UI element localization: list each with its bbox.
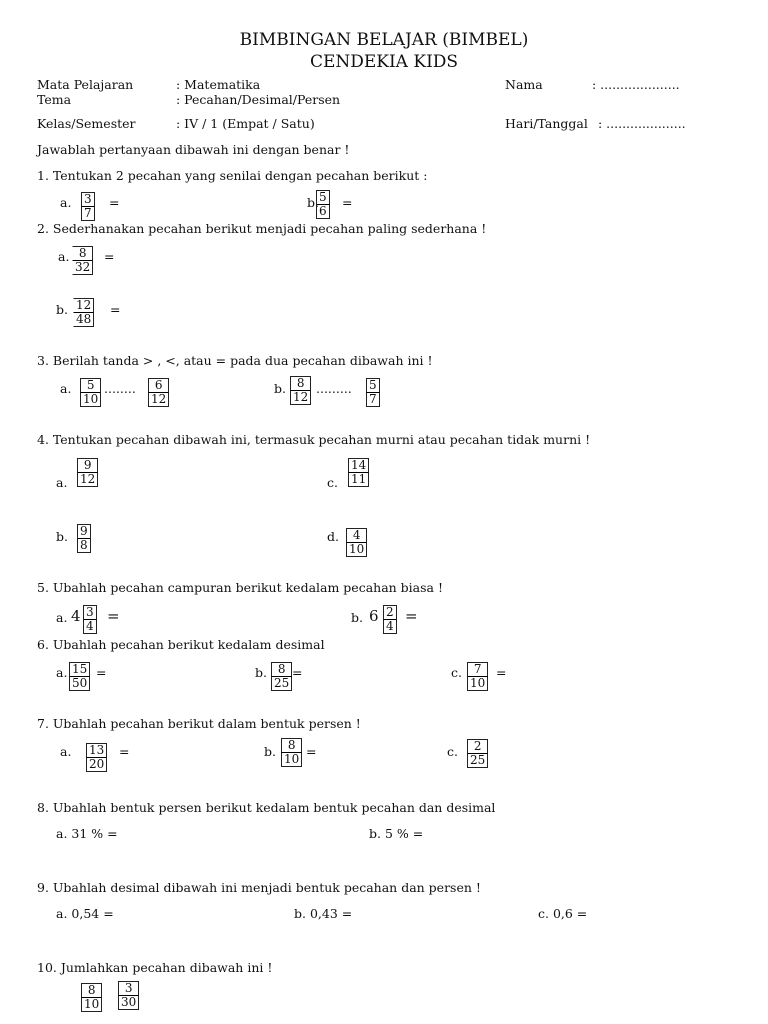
q6-c-equals: = bbox=[496, 665, 507, 680]
numerator: 5 bbox=[316, 190, 330, 204]
q6-a-fraction bbox=[69, 662, 90, 691]
q2-a-fraction bbox=[72, 246, 93, 275]
subject-label: Mata Pelajaran bbox=[37, 77, 134, 92]
denominator: 11 bbox=[348, 472, 369, 487]
q6-b-label: b. bbox=[255, 665, 267, 680]
q10-fraction-2 bbox=[118, 981, 139, 1010]
date-field[interactable]: : .................... bbox=[598, 116, 686, 131]
q4-b-fraction bbox=[77, 524, 91, 553]
denominator: 32 bbox=[72, 260, 93, 275]
worksheet-title: BIMBINGAN BELAJAR (BIMBEL) bbox=[239, 30, 529, 50]
q4-a-fraction bbox=[77, 458, 98, 487]
q6-a-equals: = bbox=[96, 665, 107, 680]
numerator: 3 bbox=[118, 981, 139, 995]
numerator: 15 bbox=[69, 662, 90, 676]
denominator: 12 bbox=[77, 472, 98, 487]
q7-a-fraction bbox=[86, 743, 107, 772]
numerator: 5 bbox=[366, 378, 380, 392]
q3-b1-fraction bbox=[290, 376, 311, 405]
q2-b-fraction bbox=[73, 298, 94, 327]
q3-a-label: a. bbox=[60, 381, 72, 396]
question-3-text: 3. Berilah tanda > , <, atau = pada dua pecahan dibawah ini ! bbox=[37, 353, 433, 368]
question-9-text: 9. Ubahlah desimal dibawah ini menjadi bentuk pecahan dan persen ! bbox=[37, 880, 481, 895]
denominator: 30 bbox=[118, 995, 139, 1010]
q6-c-fraction bbox=[467, 662, 488, 691]
numerator: 7 bbox=[467, 662, 488, 676]
question-8-text: 8. Ubahlah bentuk persen berikut kedalam bentuk pecahan dan desimal bbox=[37, 800, 496, 815]
denominator: 48 bbox=[73, 312, 94, 327]
q5-b-fraction bbox=[383, 605, 397, 634]
name-field[interactable]: : .................... bbox=[592, 77, 680, 92]
q1-a-fraction bbox=[81, 192, 95, 221]
date-label: Hari/Tanggal bbox=[505, 116, 588, 131]
worksheet-subtitle: CENDEKIA KIDS bbox=[309, 52, 459, 72]
question-1-text: 1. Tentukan 2 pecahan yang senilai dengan pecahan berikut : bbox=[37, 168, 428, 183]
q1-a-equals: = bbox=[109, 195, 120, 210]
q5-b-label: b. bbox=[351, 610, 363, 625]
q4-d-label: d. bbox=[327, 529, 339, 544]
theme-value: : Pecahan/Desimal/Persen bbox=[176, 92, 341, 107]
q3-b2-fraction bbox=[366, 378, 380, 407]
numerator: 4 bbox=[346, 528, 367, 542]
question-6-text: 6. Ubahlah pecahan berikut kedalam desimal bbox=[37, 637, 325, 652]
numerator: 2 bbox=[383, 605, 397, 619]
q2-a-label: a. bbox=[58, 249, 70, 264]
q9-b-item: b. 0,43 = bbox=[294, 906, 353, 921]
question-5-text: 5. Ubahlah pecahan campuran berikut kedalam pecahan biasa ! bbox=[37, 580, 443, 595]
q5-b-whole: 6 bbox=[369, 607, 379, 625]
numerator: 8 bbox=[290, 376, 311, 390]
denominator: 8 bbox=[77, 538, 91, 553]
q10-fraction-1 bbox=[81, 983, 102, 1012]
numerator: 2 bbox=[467, 739, 488, 753]
q7-a-equals: = bbox=[119, 744, 130, 759]
q5-a-label: a. bbox=[56, 610, 68, 625]
q4-c-fraction bbox=[348, 458, 369, 487]
q5-a-whole: 4 bbox=[71, 607, 81, 625]
q9-c-item: c. 0,6 = bbox=[538, 906, 588, 921]
q9-a-item: a. 0,54 = bbox=[56, 906, 114, 921]
q5-b-equals: = bbox=[405, 607, 418, 625]
q2-b-label: b. bbox=[56, 302, 68, 317]
q8-a-item: a. 31 % = bbox=[56, 826, 118, 841]
numerator: 12 bbox=[73, 298, 94, 312]
numerator: 8 bbox=[271, 662, 292, 676]
question-10-text: 10. Jumlahkan pecahan dibawah ini ! bbox=[37, 960, 273, 975]
q6-a-label: a. bbox=[56, 665, 68, 680]
name-label: Nama bbox=[505, 77, 543, 92]
denominator: 4 bbox=[383, 619, 397, 634]
denominator: 25 bbox=[271, 676, 292, 691]
q5-a-fraction bbox=[83, 605, 97, 634]
denominator: 10 bbox=[346, 542, 367, 557]
q3-a1-fraction bbox=[80, 378, 101, 407]
q7-b-equals: = bbox=[306, 744, 317, 759]
denominator: 7 bbox=[81, 206, 95, 221]
q7-b-label: b. bbox=[264, 744, 276, 759]
q7-c-fraction bbox=[467, 739, 488, 768]
question-7-text: 7. Ubahlah pecahan berikut dalam bentuk persen ! bbox=[37, 716, 361, 731]
q1-b-label: b. bbox=[307, 195, 319, 210]
denominator: 10 bbox=[81, 997, 102, 1012]
q3-a-blank: ........ bbox=[104, 381, 136, 396]
q7-b-fraction bbox=[281, 738, 302, 767]
q4-a-label: a. bbox=[56, 475, 68, 490]
denominator: 4 bbox=[83, 619, 97, 634]
class-value: : IV / 1 (Empat / Satu) bbox=[176, 116, 315, 131]
q7-c-label: c. bbox=[447, 744, 458, 759]
numerator: 8 bbox=[72, 246, 93, 260]
numerator: 8 bbox=[81, 983, 102, 997]
instruction-text: Jawablah pertanyaan dibawah ini dengan benar ! bbox=[37, 142, 350, 157]
q2-b-equals: = bbox=[110, 302, 121, 317]
question-2-text: 2. Sederhanakan pecahan berikut menjadi pecahan paling sederhana ! bbox=[37, 221, 487, 236]
q6-b-equals: = bbox=[292, 665, 303, 680]
numerator: 8 bbox=[281, 738, 302, 752]
q3-b-label: b. bbox=[274, 381, 286, 396]
denominator: 7 bbox=[366, 392, 380, 407]
numerator: 6 bbox=[148, 378, 169, 392]
q6-b-fraction bbox=[271, 662, 292, 691]
denominator: 10 bbox=[281, 752, 302, 767]
q3-b-blank: ......... bbox=[316, 381, 352, 396]
q2-a-equals: = bbox=[104, 249, 115, 264]
numerator: 9 bbox=[77, 458, 98, 472]
q4-d-fraction bbox=[346, 528, 367, 557]
denominator: 10 bbox=[80, 392, 101, 407]
subject-value: : Matematika bbox=[176, 77, 261, 92]
numerator: 14 bbox=[348, 458, 369, 472]
question-4-text: 4. Tentukan pecahan dibawah ini, termasuk pecahan murni atau pecahan tidak murni ! bbox=[37, 432, 591, 447]
q4-c-label: c. bbox=[327, 475, 338, 490]
denominator: 20 bbox=[86, 757, 107, 772]
theme-label: Tema bbox=[37, 92, 72, 107]
numerator: 5 bbox=[80, 378, 101, 392]
q5-a-equals: = bbox=[107, 607, 120, 625]
numerator: 9 bbox=[77, 524, 91, 538]
q3-a2-fraction bbox=[148, 378, 169, 407]
q8-b-item: b. 5 % = bbox=[369, 826, 424, 841]
denominator: 25 bbox=[467, 753, 488, 768]
denominator: 50 bbox=[69, 676, 90, 691]
denominator: 12 bbox=[148, 392, 169, 407]
denominator: 12 bbox=[290, 390, 311, 405]
q6-c-label: c. bbox=[451, 665, 462, 680]
denominator: 10 bbox=[467, 676, 488, 691]
numerator: 3 bbox=[83, 605, 97, 619]
q4-b-label: b. bbox=[56, 529, 68, 544]
denominator: 6 bbox=[316, 204, 330, 219]
class-label: Kelas/Semester bbox=[37, 116, 136, 131]
q7-a-label: a. bbox=[60, 744, 72, 759]
numerator: 13 bbox=[86, 743, 107, 757]
q1-b-equals: = bbox=[342, 195, 353, 210]
numerator: 3 bbox=[81, 192, 95, 206]
q1-a-label: a. bbox=[60, 195, 72, 210]
q1-b-fraction bbox=[316, 190, 330, 219]
